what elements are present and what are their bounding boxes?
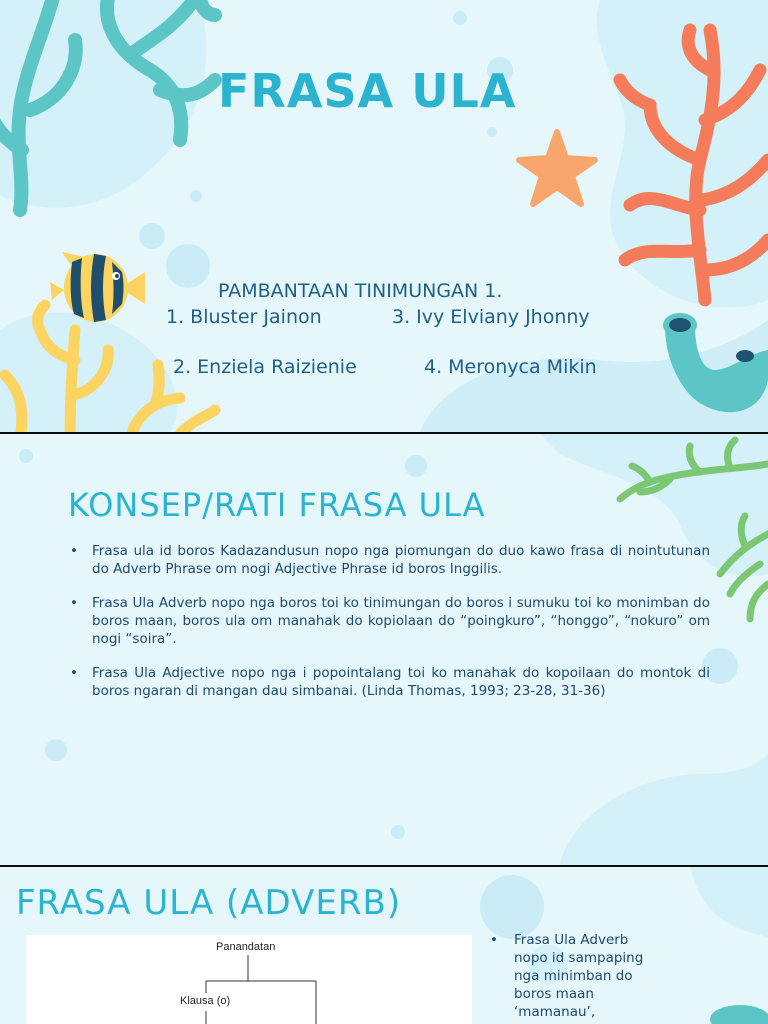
bullet-line: nopo id sampaping (514, 950, 644, 966)
tree-node-clause: Klausa (o) (180, 995, 231, 1007)
member-4: 4. Meronyca Mikin (424, 356, 597, 378)
bullet-item: • Frasa Ula Adverb nopo nga boros toi ko tinimungan do boros i sumuku toi ko monimban do boros maan, boros ula om manahak do kopiolaan do “poingkuro”, “honggo”, “nokuro” om nogi “soira”. (70, 594, 710, 648)
bullet-line: nga minimban do (514, 968, 633, 984)
bullet-line: • Frasa Ula Adverb (514, 932, 629, 948)
bubble (480, 875, 544, 939)
tree-lines (26, 935, 472, 1024)
bubble (139, 223, 165, 249)
phrase-tree-diagram (26, 935, 472, 1024)
member-3: 3. Ivy Elviany Jhonny (392, 306, 590, 328)
fish-icon (50, 252, 145, 322)
sponge-icon (710, 1005, 768, 1024)
blob-bottom-right (560, 754, 768, 865)
bubble (190, 190, 202, 202)
group-heading: PAMBANTAAN TINIMUNGAN 1. (218, 280, 503, 302)
slide-title (0, 0, 768, 432)
member-1: 1. Bluster Jainon (166, 306, 322, 328)
starfish-icon (519, 132, 595, 204)
section-title: KONSEP/RATI FRASA ULA (68, 486, 486, 524)
bubble (405, 455, 427, 477)
blob-top-right (690, 867, 768, 937)
bubble (391, 825, 405, 839)
bullet-item: • Frasa ula id boros Kadazandusun nopo nga piomungan do duo kawo frasa di nointutunan do Adverb Phrase om nogi Adjective Phrase id boros Inggilis. (70, 542, 710, 578)
adverb-bullet (490, 931, 680, 1021)
slide-adverb (0, 867, 768, 1024)
section-title: FRASA ULA (ADVERB) (16, 883, 402, 923)
bubble (453, 11, 467, 25)
bubble (166, 244, 210, 288)
bubble (45, 739, 67, 761)
tree-node-root: Panandatan (216, 941, 276, 953)
bullet-line: boros maan (514, 986, 594, 1002)
member-2: 2. Enziela Raizienie (173, 356, 357, 378)
bullet-item: • Frasa Ula Adjective nopo nga i popointalang toi ko manahak do kopoilaan do montok di boros ngaran di mangan dau simbanai. (Linda Thomas, 1993; 23-28, 31-36) (70, 664, 710, 700)
bullet-line: ‘mamanau’, (514, 1004, 596, 1020)
bubble (19, 449, 33, 463)
page-title: FRASA ULA (218, 64, 517, 118)
bubble (487, 127, 497, 137)
concept-bullets (70, 542, 710, 716)
slide-concept (0, 434, 768, 865)
bullet-item (490, 931, 680, 1021)
